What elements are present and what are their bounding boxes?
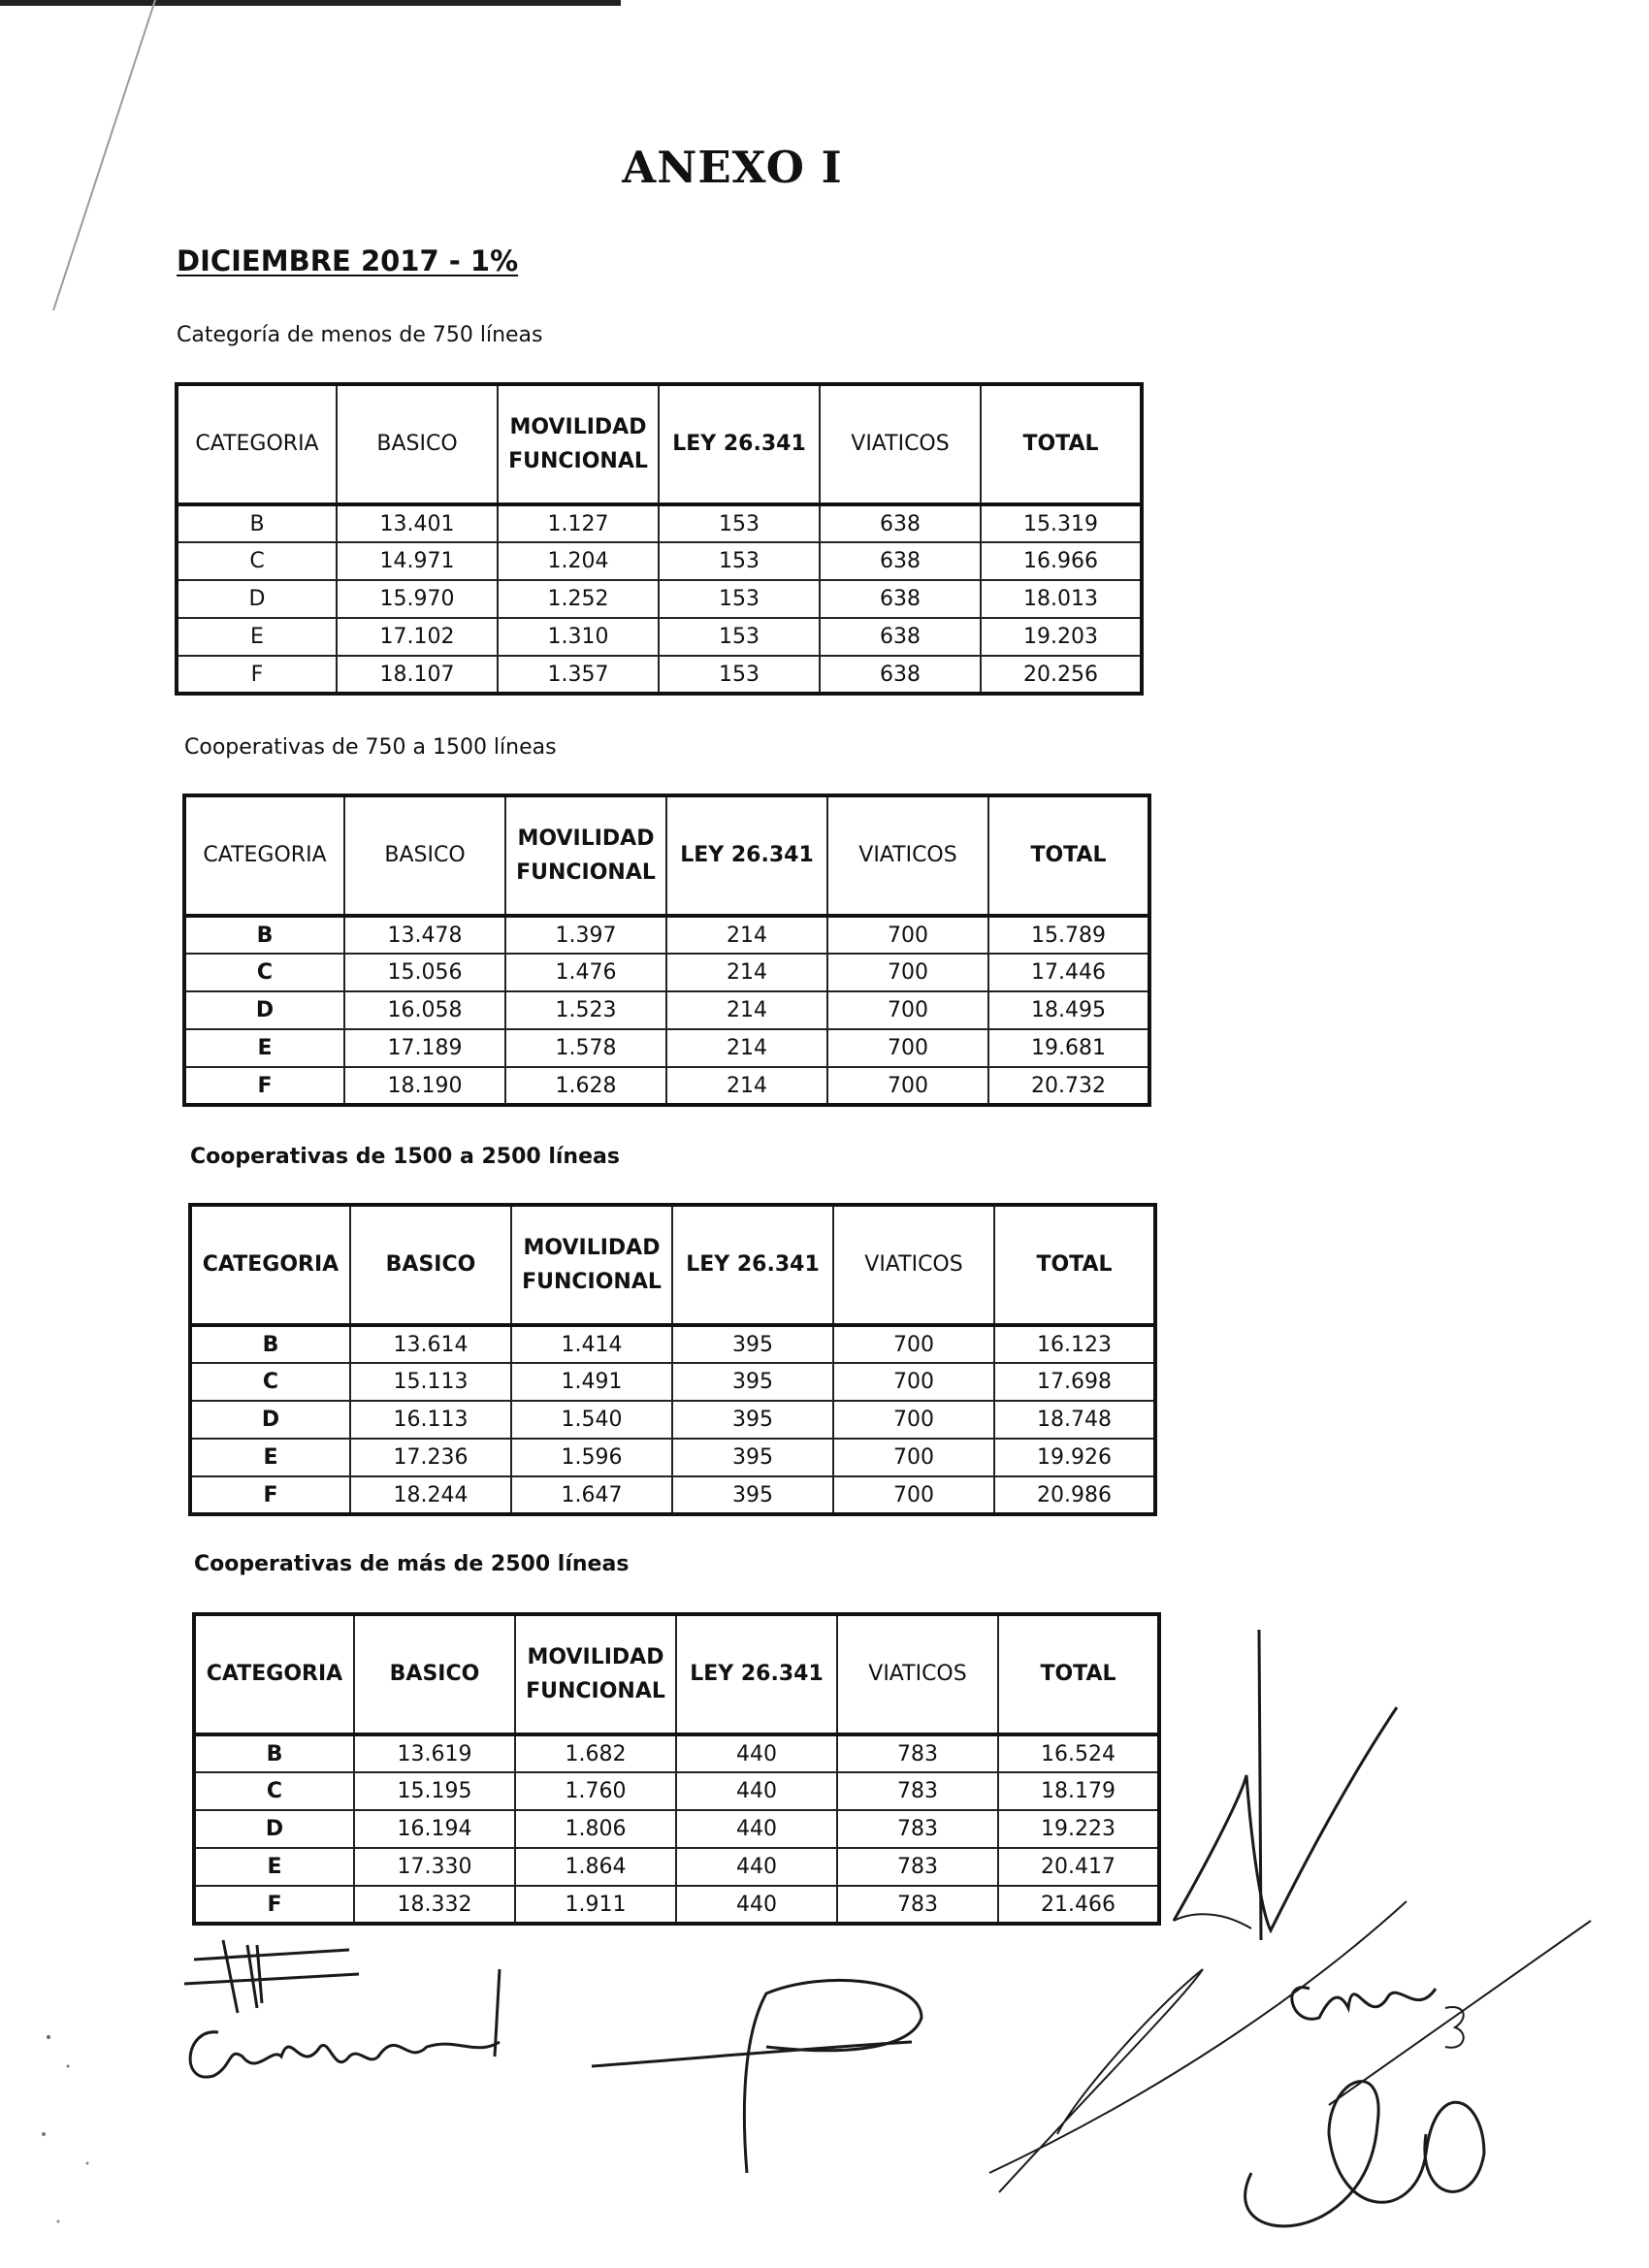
cell-ley: 440 [676, 1772, 837, 1810]
cell-movilidad: 1.682 [515, 1734, 676, 1772]
cell-viaticos: 700 [833, 1401, 994, 1439]
cell-ley: 153 [659, 504, 820, 542]
col-header-categoria: CATEGORIA [190, 1205, 350, 1325]
col-header-ley: LEY 26.341 [659, 384, 820, 504]
table-row [177, 580, 1142, 618]
cell-basico: 17.102 [337, 618, 498, 656]
cell-movilidad: 1.204 [498, 542, 659, 580]
col-header-movilidad: MOVILIDAD FUNCIONAL [511, 1205, 672, 1325]
cell-basico: 17.330 [354, 1848, 515, 1886]
table-row [190, 1439, 1155, 1476]
cell-basico: 18.190 [344, 1067, 505, 1105]
cell-ley: 153 [659, 656, 820, 694]
table-row [177, 504, 1142, 542]
col-header-viaticos: VIATICOS [827, 795, 988, 916]
cell-basico: 18.244 [350, 1476, 511, 1514]
table-header-row [184, 795, 1149, 916]
cell-categoria: D [177, 580, 337, 618]
cell-basico: 15.056 [344, 954, 505, 991]
cell-viaticos: 783 [837, 1886, 998, 1924]
cell-movilidad: 1.414 [511, 1325, 672, 1363]
cell-total: 19.681 [988, 1029, 1149, 1067]
cell-movilidad: 1.647 [511, 1476, 672, 1514]
cell-movilidad: 1.806 [515, 1810, 676, 1848]
cell-viaticos: 700 [833, 1476, 994, 1514]
cell-ley: 214 [666, 1029, 827, 1067]
col-header-viaticos: VIATICOS [837, 1614, 998, 1734]
cell-viaticos: 638 [820, 580, 981, 618]
cell-basico: 14.971 [337, 542, 498, 580]
table-caption: Cooperativas de más de 2500 líneas [194, 1552, 630, 1576]
table-row [184, 991, 1149, 1029]
cell-total: 16.966 [981, 542, 1142, 580]
table-row [184, 1029, 1149, 1067]
salary-table [175, 382, 1144, 696]
table-row [190, 1325, 1155, 1363]
cell-total: 18.013 [981, 580, 1142, 618]
cell-movilidad: 1.357 [498, 656, 659, 694]
cell-viaticos: 700 [827, 1029, 988, 1067]
cell-viaticos: 700 [833, 1439, 994, 1476]
cell-basico: 15.970 [337, 580, 498, 618]
col-header-movilidad: MOVILIDAD FUNCIONAL [505, 795, 666, 916]
cell-viaticos: 783 [837, 1848, 998, 1886]
col-header-basico: BASICO [337, 384, 498, 504]
cell-basico: 17.189 [344, 1029, 505, 1067]
table-row [177, 542, 1142, 580]
cell-categoria: E [184, 1029, 344, 1067]
cell-categoria: D [194, 1810, 354, 1848]
document-title: ANEXO I [622, 142, 843, 193]
cell-viaticos: 638 [820, 618, 981, 656]
col-header-viaticos: VIATICOS [820, 384, 981, 504]
salary-table [182, 794, 1151, 1107]
cell-basico: 15.113 [350, 1363, 511, 1401]
cell-basico: 13.478 [344, 916, 505, 954]
col-header-viaticos: VIATICOS [833, 1205, 994, 1325]
cell-viaticos: 700 [827, 954, 988, 991]
scan-specks [29, 2018, 146, 2251]
cell-total: 18.495 [988, 991, 1149, 1029]
cell-movilidad: 1.864 [515, 1848, 676, 1886]
cell-movilidad: 1.578 [505, 1029, 666, 1067]
cell-basico: 13.619 [354, 1734, 515, 1772]
cell-total: 18.748 [994, 1401, 1155, 1439]
document-subtitle: DICIEMBRE 2017 - 1% [177, 244, 519, 277]
cell-ley: 395 [672, 1363, 833, 1401]
cell-basico: 18.107 [337, 656, 498, 694]
table-caption: Cooperativas de 750 a 1500 líneas [184, 735, 557, 760]
cell-total: 17.698 [994, 1363, 1155, 1401]
table-row [190, 1401, 1155, 1439]
cell-total: 20.732 [988, 1067, 1149, 1105]
col-header-ley: LEY 26.341 [666, 795, 827, 916]
cell-categoria: B [177, 504, 337, 542]
cell-basico: 18.332 [354, 1886, 515, 1924]
table-row [177, 656, 1142, 694]
cell-total: 16.524 [998, 1734, 1159, 1772]
col-header-categoria: CATEGORIA [184, 795, 344, 916]
cell-categoria: D [184, 991, 344, 1029]
cell-categoria: F [184, 1067, 344, 1105]
cell-categoria: B [190, 1325, 350, 1363]
table-row [190, 1363, 1155, 1401]
cell-categoria: C [194, 1772, 354, 1810]
cell-movilidad: 1.397 [505, 916, 666, 954]
col-header-basico: BASICO [350, 1205, 511, 1325]
cell-viaticos: 638 [820, 656, 981, 694]
cell-ley: 153 [659, 580, 820, 618]
cell-total: 19.926 [994, 1439, 1155, 1476]
signature-left [165, 1930, 534, 2105]
cell-ley: 440 [676, 1848, 837, 1886]
cell-movilidad: 1.596 [511, 1439, 672, 1476]
table-header-row [194, 1614, 1159, 1734]
col-header-basico: BASICO [344, 795, 505, 916]
table-header-row [177, 384, 1142, 504]
cell-viaticos: 783 [837, 1810, 998, 1848]
table-row [194, 1810, 1159, 1848]
cell-ley: 440 [676, 1810, 837, 1848]
cell-viaticos: 700 [827, 1067, 988, 1105]
salary-table [192, 1612, 1161, 1926]
cell-categoria: C [184, 954, 344, 991]
cell-categoria: C [177, 542, 337, 580]
cell-categoria: D [190, 1401, 350, 1439]
col-header-categoria: CATEGORIA [177, 384, 337, 504]
cell-ley: 395 [672, 1401, 833, 1439]
cell-total: 20.256 [981, 656, 1142, 694]
table-row [177, 618, 1142, 656]
signature-right [960, 1882, 1600, 2260]
cell-movilidad: 1.491 [511, 1363, 672, 1401]
cell-ley: 153 [659, 618, 820, 656]
cell-categoria: F [190, 1476, 350, 1514]
cell-ley: 440 [676, 1886, 837, 1924]
table-row [184, 1067, 1149, 1105]
cell-ley: 395 [672, 1476, 833, 1514]
cell-viaticos: 783 [837, 1734, 998, 1772]
cell-ley: 395 [672, 1439, 833, 1476]
cell-ley: 153 [659, 542, 820, 580]
cell-ley: 214 [666, 991, 827, 1029]
cell-categoria: E [194, 1848, 354, 1886]
table-row [194, 1734, 1159, 1772]
cell-categoria: F [194, 1886, 354, 1924]
cell-total: 16.123 [994, 1325, 1155, 1363]
cell-movilidad: 1.760 [515, 1772, 676, 1810]
cell-total: 15.319 [981, 504, 1142, 542]
cell-total: 20.986 [994, 1476, 1155, 1514]
cell-ley: 440 [676, 1734, 837, 1772]
cell-categoria: F [177, 656, 337, 694]
col-header-categoria: CATEGORIA [194, 1614, 354, 1734]
cell-movilidad: 1.127 [498, 504, 659, 542]
cell-movilidad: 1.911 [515, 1886, 676, 1924]
cell-ley: 214 [666, 954, 827, 991]
table-row [184, 954, 1149, 991]
col-header-total: TOTAL [981, 384, 1142, 504]
cell-basico: 13.401 [337, 504, 498, 542]
table-caption: Categoría de menos de 750 líneas [177, 323, 543, 347]
cell-total: 15.789 [988, 916, 1149, 954]
col-header-ley: LEY 26.341 [676, 1614, 837, 1734]
cell-viaticos: 638 [820, 542, 981, 580]
cell-total: 18.179 [998, 1772, 1159, 1810]
table-row [184, 916, 1149, 954]
cell-total: 17.446 [988, 954, 1149, 991]
cell-total: 19.203 [981, 618, 1142, 656]
cell-viaticos: 638 [820, 504, 981, 542]
col-header-movilidad: MOVILIDAD FUNCIONAL [515, 1614, 676, 1734]
cell-viaticos: 700 [827, 916, 988, 954]
cell-basico: 16.194 [354, 1810, 515, 1848]
cell-categoria: B [184, 916, 344, 954]
cell-viaticos: 700 [827, 991, 988, 1029]
cell-viaticos: 700 [833, 1325, 994, 1363]
cell-viaticos: 783 [837, 1772, 998, 1810]
cell-basico: 13.614 [350, 1325, 511, 1363]
col-header-total: TOTAL [988, 795, 1149, 916]
table-row [194, 1848, 1159, 1886]
cell-movilidad: 1.310 [498, 618, 659, 656]
cell-movilidad: 1.476 [505, 954, 666, 991]
cell-ley: 395 [672, 1325, 833, 1363]
cell-categoria: B [194, 1734, 354, 1772]
cell-basico: 15.195 [354, 1772, 515, 1810]
cell-basico: 16.058 [344, 991, 505, 1029]
cell-basico: 16.113 [350, 1401, 511, 1439]
table-row [194, 1772, 1159, 1810]
cell-basico: 17.236 [350, 1439, 511, 1476]
col-header-total: TOTAL [994, 1205, 1155, 1325]
table-caption: Cooperativas de 1500 a 2500 líneas [190, 1145, 620, 1169]
col-header-basico: BASICO [354, 1614, 515, 1734]
cell-total: 19.223 [998, 1810, 1159, 1848]
col-header-ley: LEY 26.341 [672, 1205, 833, 1325]
col-header-movilidad: MOVILIDAD FUNCIONAL [498, 384, 659, 504]
col-header-total: TOTAL [998, 1614, 1159, 1734]
cell-categoria: C [190, 1363, 350, 1401]
cell-movilidad: 1.540 [511, 1401, 672, 1439]
cell-ley: 214 [666, 1067, 827, 1105]
table-row [190, 1476, 1155, 1514]
cell-movilidad: 1.523 [505, 991, 666, 1029]
signature-center [572, 1950, 941, 2183]
salary-table [188, 1203, 1157, 1516]
cell-categoria: E [177, 618, 337, 656]
cell-ley: 214 [666, 916, 827, 954]
cell-movilidad: 1.628 [505, 1067, 666, 1105]
cell-movilidad: 1.252 [498, 580, 659, 618]
table-header-row [190, 1205, 1155, 1325]
cell-categoria: E [190, 1439, 350, 1476]
cell-total: 20.417 [998, 1848, 1159, 1886]
cell-total: 21.466 [998, 1886, 1159, 1924]
cell-viaticos: 700 [833, 1363, 994, 1401]
